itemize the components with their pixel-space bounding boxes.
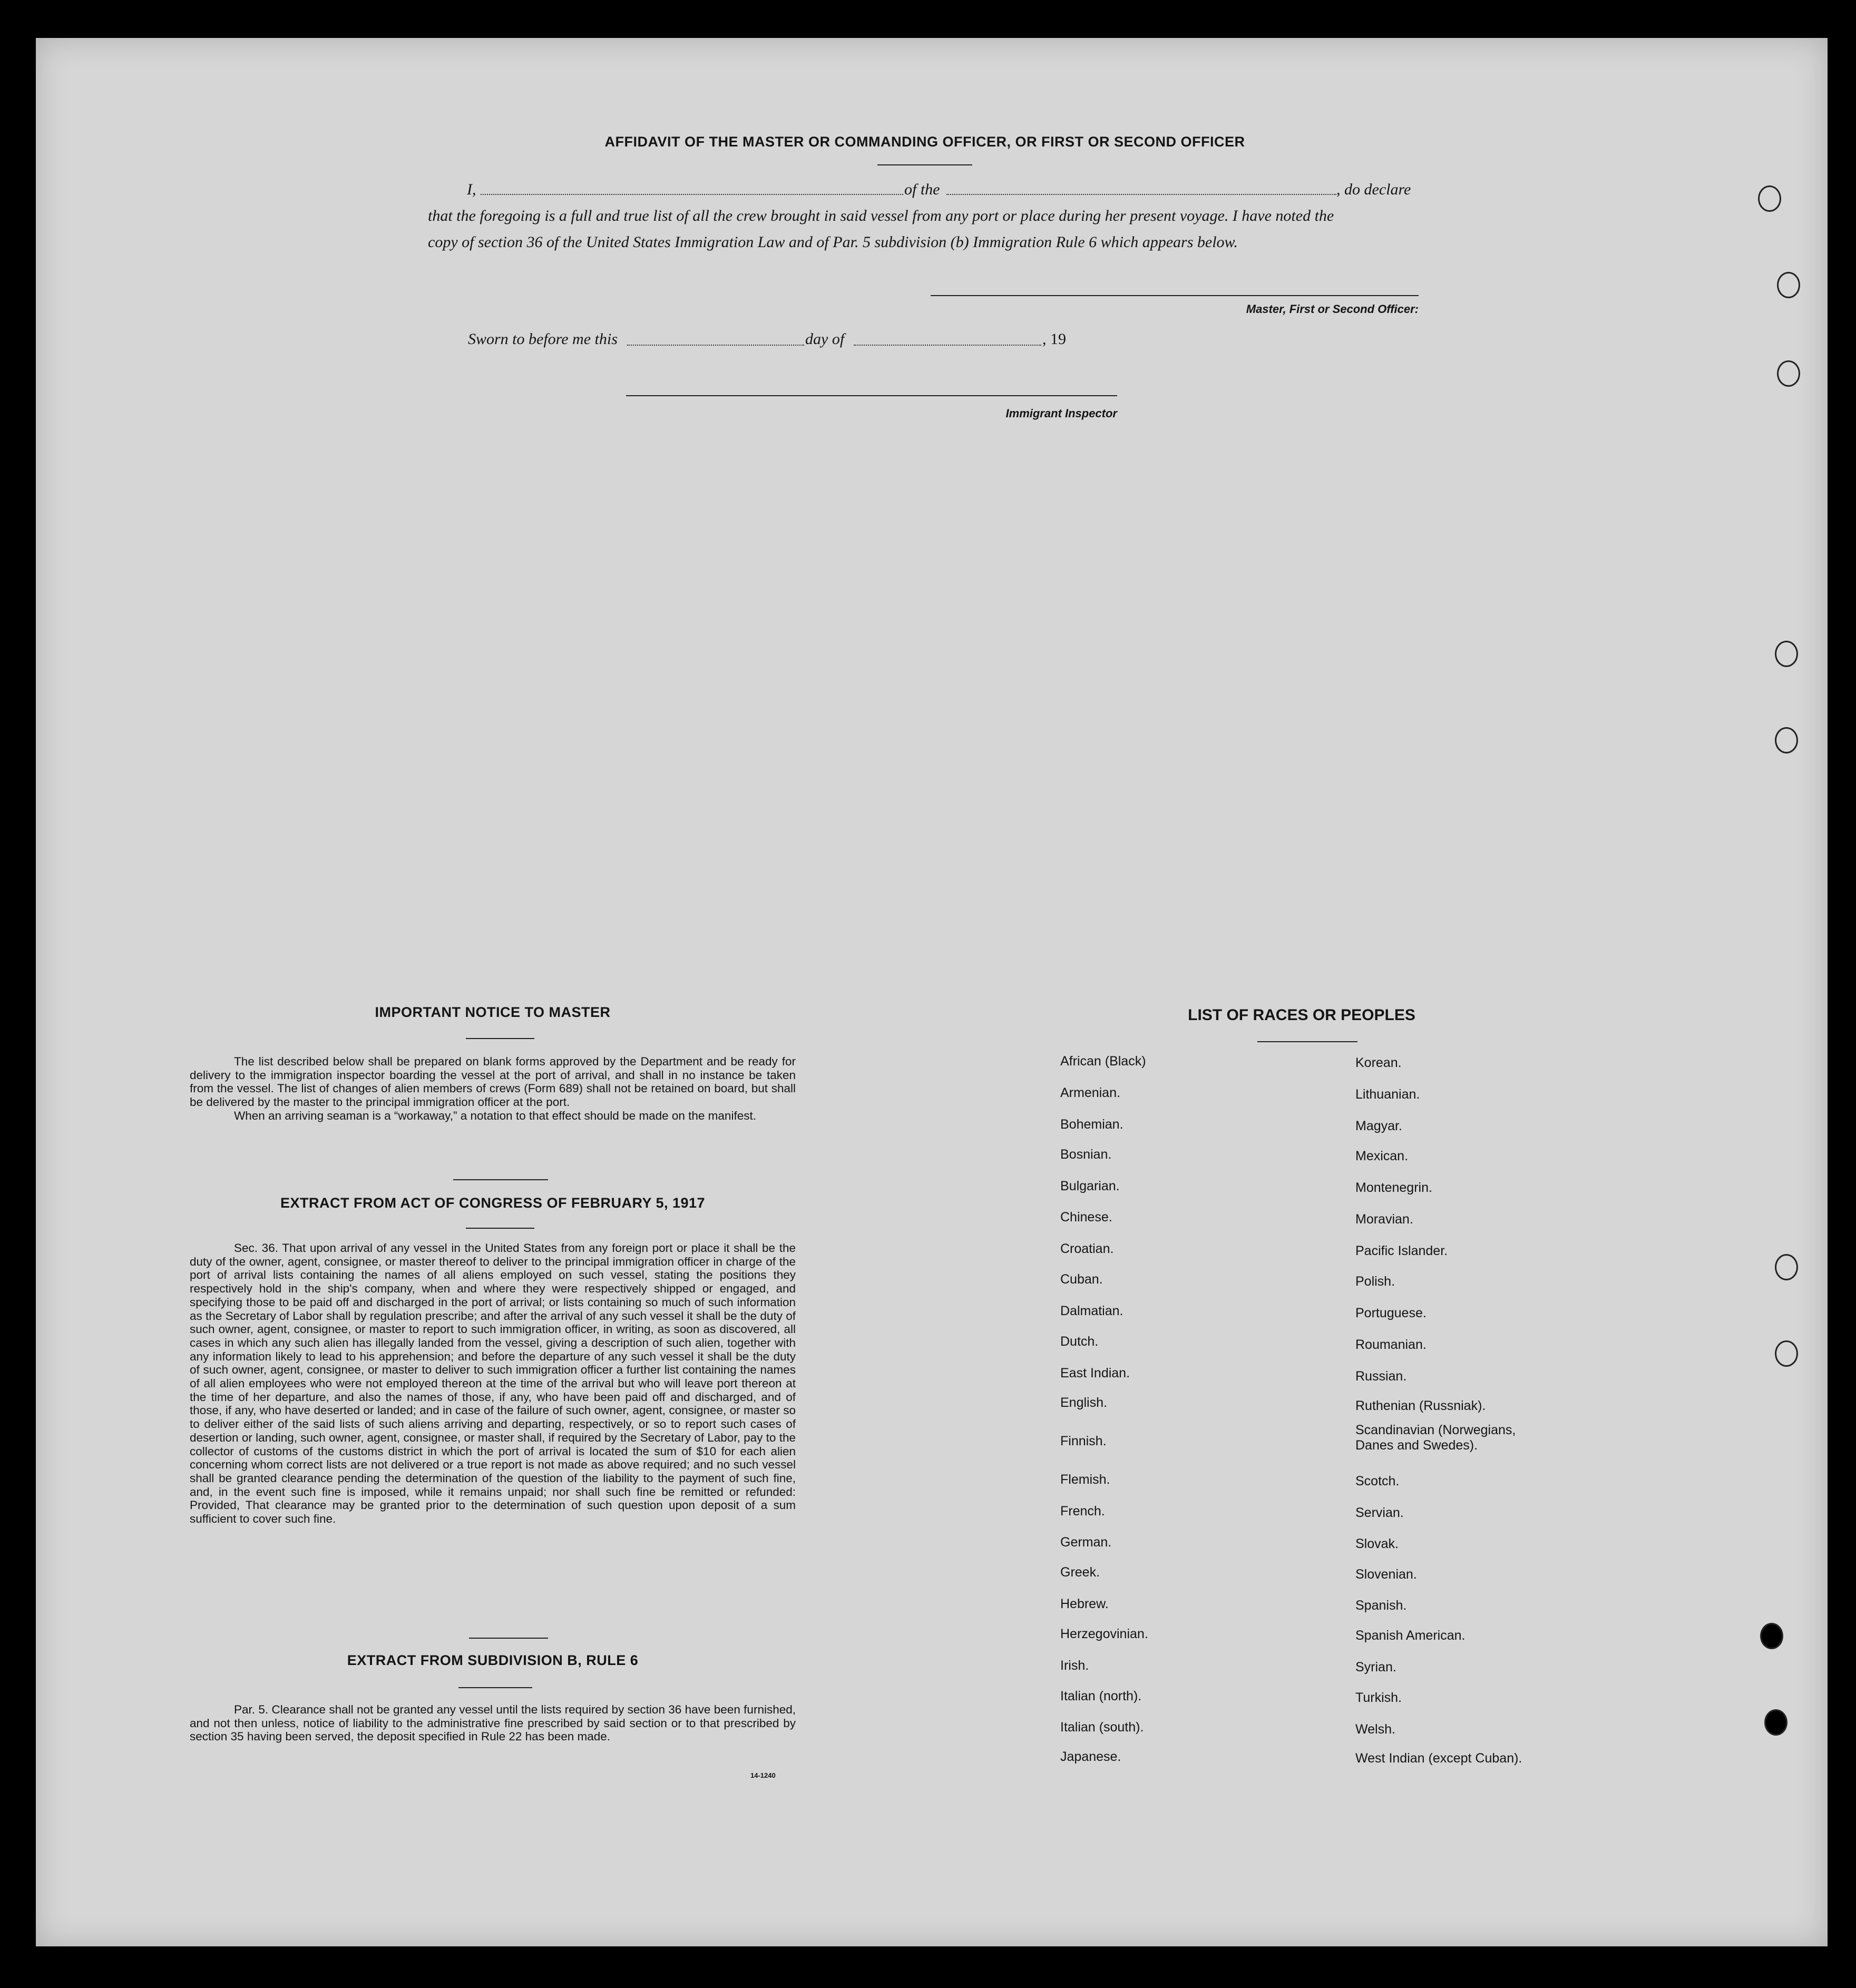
race-item: Italian (north).	[1060, 1689, 1142, 1703]
divider	[466, 1038, 534, 1039]
affidavit-line-3: copy of section 36 of the United States Immigration Law and of Par. 5 subdivision (b) Immigration Rule 6 which appears below.	[428, 233, 1238, 251]
race-item: Finnish.	[1060, 1434, 1107, 1448]
race-item: Servian.	[1355, 1505, 1404, 1520]
race-item: Italian (south).	[1060, 1720, 1144, 1735]
extract-act-title: EXTRACT FROM ACT OF CONGRESS OF FEBRUARY 5, 1917	[280, 1195, 706, 1211]
binder-hole	[1775, 641, 1798, 667]
race-item: French.	[1060, 1504, 1105, 1519]
vessel-name-field[interactable]	[946, 194, 1336, 195]
form-number: 14-1240	[750, 1771, 776, 1779]
race-item: Ruthenian (Russniak).	[1355, 1398, 1486, 1413]
binder-hole	[1764, 1709, 1787, 1736]
race-item: Croatian.	[1060, 1241, 1114, 1256]
race-item: Portuguese.	[1355, 1306, 1427, 1320]
race-item: Bosnian.	[1060, 1147, 1112, 1162]
divider	[877, 164, 972, 165]
race-item: Roumanian.	[1355, 1337, 1427, 1352]
notice-paragraph: When an arriving seaman is a “workaway,” a notation to that effect should be made on the manifest.	[234, 1109, 756, 1122]
sworn-day-label: day of	[805, 330, 845, 348]
binder-hole	[1777, 360, 1800, 387]
sworn-month-field[interactable]	[854, 345, 1041, 346]
race-item: Scandinavian (Norwegians, Danes and Swedes).	[1355, 1423, 1516, 1453]
race-item: Cuban.	[1060, 1272, 1103, 1287]
divider	[1257, 1041, 1357, 1042]
race-item: Moravian.	[1355, 1212, 1413, 1227]
sworn-day-field[interactable]	[627, 345, 804, 346]
affidavit-declare: , do declare	[1336, 181, 1411, 198]
notice-body	[190, 1055, 796, 1123]
binder-hole	[1777, 272, 1800, 298]
race-item: Montenegrin.	[1355, 1180, 1432, 1195]
affidavit-i: I,	[467, 181, 476, 198]
races-title: LIST OF RACES OR PEOPLES	[1188, 1006, 1415, 1024]
race-item: Spanish American.	[1355, 1628, 1466, 1643]
race-item: Russian.	[1355, 1369, 1407, 1384]
race-item: Flemish.	[1060, 1472, 1110, 1487]
race-item: Slovak.	[1355, 1536, 1399, 1551]
binder-hole	[1760, 1623, 1783, 1649]
divider	[466, 1228, 534, 1229]
race-item: Dalmatian.	[1060, 1304, 1124, 1318]
race-item: Greek.	[1060, 1565, 1100, 1580]
divider	[458, 1687, 532, 1688]
race-item: German.	[1060, 1535, 1112, 1550]
race-item: Japanese.	[1060, 1749, 1121, 1764]
extract-rule-title: EXTRACT FROM SUBDIVISION B, RULE 6	[347, 1652, 639, 1668]
race-item: Mexican.	[1355, 1149, 1409, 1163]
race-item: English.	[1060, 1395, 1107, 1410]
affidavit-of-the: of the	[904, 181, 940, 198]
race-item: Bohemian.	[1060, 1117, 1124, 1132]
race-item: Lithuanian.	[1355, 1087, 1420, 1102]
binder-hole	[1775, 1254, 1798, 1280]
affidavit-line-2: that the foregoing is a full and true list of all the crew brought in said vessel from any port or place during her present voyage. I have noted the	[428, 207, 1334, 224]
race-item: African (Black)	[1060, 1054, 1146, 1069]
extract-act-body	[190, 1241, 796, 1526]
notice-title: IMPORTANT NOTICE TO MASTER	[375, 1004, 611, 1020]
declarant-name-field[interactable]	[481, 194, 903, 195]
race-item: Bulgarian.	[1060, 1179, 1120, 1193]
signature-line[interactable]	[931, 295, 1419, 296]
race-item: Syrian.	[1355, 1660, 1396, 1674]
binder-hole	[1758, 185, 1781, 212]
race-item: Slovenian.	[1355, 1567, 1417, 1582]
sworn-prefix: Sworn to before me this	[468, 330, 618, 348]
race-item: Chinese.	[1060, 1210, 1112, 1225]
signature-label: Master, First or Second Officer:	[1246, 302, 1419, 316]
race-item: West Indian (except Cuban).	[1355, 1751, 1522, 1766]
race-item: East Indian.	[1060, 1366, 1130, 1380]
race-item: Dutch.	[1060, 1334, 1099, 1349]
race-item: Armenian.	[1060, 1085, 1120, 1100]
affidavit-title: AFFIDAVIT OF THE MASTER OR COMMANDING OFFICER, OR FIRST OR SECOND OFFICER	[604, 134, 1245, 150]
race-item: Turkish.	[1355, 1690, 1402, 1705]
sworn-year: , 19	[1042, 330, 1066, 348]
race-item: Magyar.	[1355, 1119, 1402, 1133]
inspector-signature-line[interactable]	[626, 395, 1117, 396]
divider	[453, 1179, 548, 1180]
race-item: Scotch.	[1355, 1474, 1400, 1488]
race-item: Hebrew.	[1060, 1597, 1109, 1611]
race-item: Welsh.	[1355, 1722, 1395, 1737]
race-item: Irish.	[1060, 1658, 1089, 1673]
race-item: Herzegovinian.	[1060, 1627, 1148, 1641]
extract-act-text: Sec. 36. That upon arrival of any vessel in the United States from any foreign port or place it shall be the duty of the owner, agent, consignee, or master thereof to deliver to the principal immigration officer in charge of the port of arrival lists containing the names of all aliens employed on such vessel, stating the positions they respectively hold in the ship's company, when and where they were respectively shipped or engaged, and specifying those to be paid off and discharged in the port of arrival; or lists containing so much of such information as the Secretary of Labor shall by regulation prescribe; and after the arrival of any such vessel it shall be the duty of such owner, agent, consignee, or master to report to such immigration officer, in writing, as soon as discovered, all cases in which any such alien has illegally landed from the vessel, giving a description of such alien, together with any information likely to lead to his apprehension; and before the departure of any such vessel it shall be the duty of such owner, agent, consignee, or master to deliver to such immigration officer a further list containing the names of all alien employees who were not employed thereon at the time of the arrival but who will leave port thereon at the time of her departure, and also the names of those, if any, who have been paid off and discharged, and of those, if any, who have deserted or landed; and in case of the failure of such owner, agent, consignee, or master so to deliver either of the said lists of such aliens arriving and departing, respectively, or so to report such cases of desertion or landing, such owner, agent, consignee, or master shall, if required by the Secretary of Labor, pay to the collector of customs of the customs district in which the port of arrival is located the sum of $10 for each alien concerning whom correct lists are not delivered or a true report is not made as above required; and no such vessel shall be granted clearance pending the determination of the question of the liability to the payment of such fine, and, in the event such fine is imposed, while it remains unpaid; nor shall such fine be remitted or refunded: Provided, That clearance may be granted prior to the determination of such question upon deposit of a sum sufficient to cover such fine.	[190, 1241, 796, 1526]
divider	[469, 1638, 548, 1639]
inspector-label: Immigrant Inspector	[1005, 407, 1117, 420]
race-item: Spanish.	[1355, 1598, 1407, 1613]
extract-rule-body	[190, 1703, 796, 1744]
binder-hole	[1775, 1340, 1798, 1367]
race-item: Polish.	[1355, 1274, 1395, 1289]
binder-hole	[1775, 727, 1798, 753]
race-item: Pacific Islander.	[1355, 1243, 1448, 1258]
notice-paragraph: The list described below shall be prepared on blank forms approved by the Department and be ready for delivery to the immigration inspector boarding the vessel at the port of arrival, and shall in no instance be taken from the vessel. The list of changes of alien members of crews (Form 689) shall not be retained on board, but shall be delivered by the master to the principal immigration officer at the port.	[190, 1055, 796, 1109]
extract-rule-text: Par. 5. Clearance shall not be granted any vessel until the lists required by section 36 have been furnished, and not then unless, notice of liability to the administrative fine prescribed by said section or to that prescribed by section 35 having been served, the deposit specified in Rule 22 has been made.	[190, 1703, 796, 1744]
race-item: Korean.	[1355, 1055, 1402, 1070]
